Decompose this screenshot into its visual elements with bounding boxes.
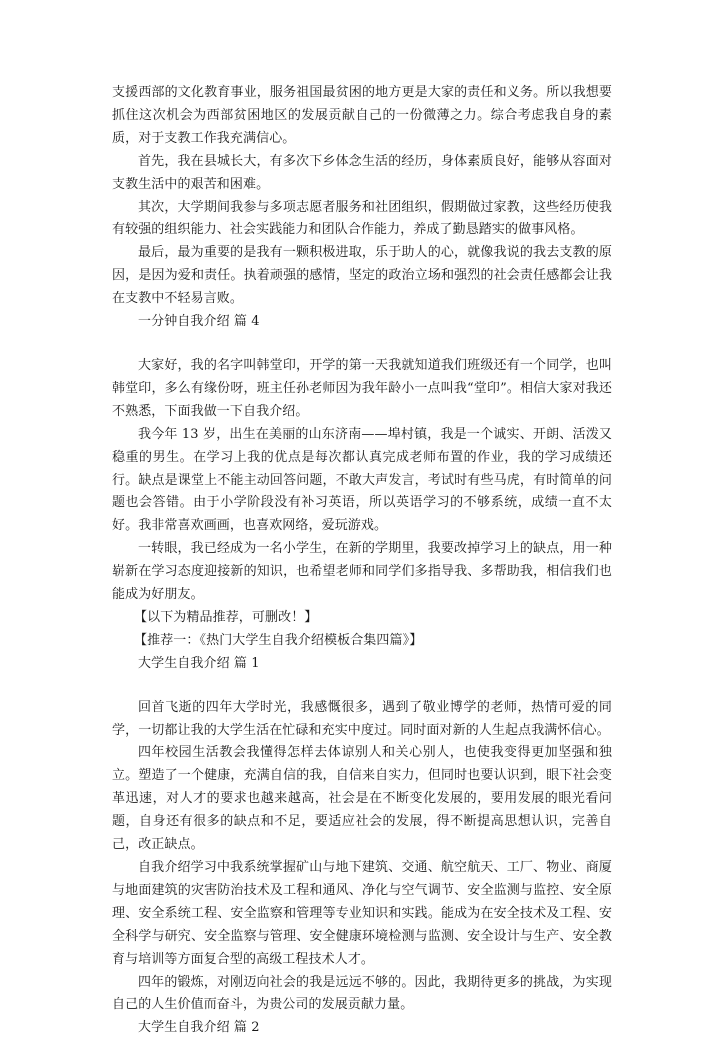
paragraph: 回首飞逝的四年大学时光，我感慨很多，遇到了敬业博学的老师，热情可爱的同学，一切都让我的大学生活在忙碌和充实中度过。同时面对新的人生起点我满怀信心。: [112, 699, 612, 738]
section-heading: 大学生自我介绍 篇 2: [138, 1020, 260, 1036]
paragraph: 四年的锻炼，对刚迈向社会的我是远远不够的。因此，我期待更多的挑战，为实现自己的人生价值而奋斗，为贵公司的发展贡献力量。: [112, 974, 612, 1013]
recommend-link[interactable]: 【推荐一：《热门大学生自我介绍模板合集四篇》】: [134, 632, 423, 648]
paragraph: 一转眼，我已经成为一名小学生，在新的学期里，我要改掉学习上的缺点，用一种崭新在学习态度迎接新的知识，也希望老师和同学们多指导我、多帮助我，相信我们也能成为好朋友。: [112, 541, 612, 603]
spacer: [112, 334, 612, 355]
paragraph: 四年校园生活教会我懂得怎样去体谅别人和关心别人，也使我变得更加坚强和独立。塑造了一个健康，充满自信的我，自信来自实力，但同时也要认识到，眼下社会变革迅速，对人才的要求也越来越高，社会是在不断变化发展的，要用发展的眼光看问题，自身还有很多的缺点和不足，要适应社会的发展，得不断提高思想认识，完善自己，改正缺点。: [112, 745, 612, 853]
paragraph: 首先，我在县城长大，有多次下乡体念生活的经历，身体素质良好，能够从容面对支教生活中的艰苦和困难。: [112, 153, 612, 192]
paragraph: 大家好，我的名字叫韩堂印，开学的第一天我就知道我们班级还有一个同学，也叫韩堂印，多么有缘份呀，班主任孙老师因为我年龄小一点叫我“堂印”。相信大家对我还不熟悉，下面我做一下自我介绍。: [112, 357, 612, 419]
section-heading: 大学生自我介绍 篇 1: [138, 655, 260, 671]
spacer: [112, 676, 612, 697]
paragraph: 支援西部的文化教育事业，服务祖国最贫困的地方更是大家的责任和义务。所以我想要抓住这次机会为西部贫困地区的发展贡献自己的一份微薄之力。综合考虑我自身的素质，对于支教工作我充满信心。: [112, 85, 612, 146]
paragraph: 我今年 13 岁，出生在美丽的山东济南——埠村镇，我是一个诚实、开朗、活泼又稳重的男生。在学习上我的优点是每次都认真完成老师布置的作业，我的学习成绩还行。缺点是课堂上不能主动回答问题，不敢大声发言，考试时有些马虎，有时简单的问题也会答错。由于小学阶段没有补习英语，所以英语学习的不够系统，成绩一直不太好。我非常喜欢画画，也喜欢网络，爱玩游戏。: [112, 426, 612, 534]
document-page: [112, 82, 612, 1040]
paragraph: 最后，最为重要的是我有一颗积极进取，乐于助人的心，就像我说的我去支教的原因，是因为爱和责任。执着顽强的感情，坚定的政治立场和强烈的社会责任感都会让我在支教中不轻易言败。: [112, 245, 612, 307]
section-heading: 一分钟自我介绍 篇 4: [138, 314, 260, 330]
paragraph: 其次，大学期间我参与多项志愿者服务和社团组织，假期做过家教，这些经历使我有较强的组织能力、社会实践能力和团队合作能力，养成了勤恳踏实的做事风格。: [112, 199, 612, 238]
recommend-note: 【以下为精品推荐，可删改！】: [134, 609, 318, 625]
paragraph: 自我介绍学习中我系统掌握矿山与地下建筑、交通、航空航天、工厂、物业、商厦与地面建筑的灾害防治技术及工程和通风、净化与空气调节、安全监测与监控、安全原理、安全系统工程、安全监察和管理等专业知识和实践。能成为在安全技术及工程、安全科学与研究、安全监察与管理、安全健康环境检测与监测、安全设计与生产、安全教育与培训等方面复合型的高级工程技术人才。: [112, 860, 612, 967]
